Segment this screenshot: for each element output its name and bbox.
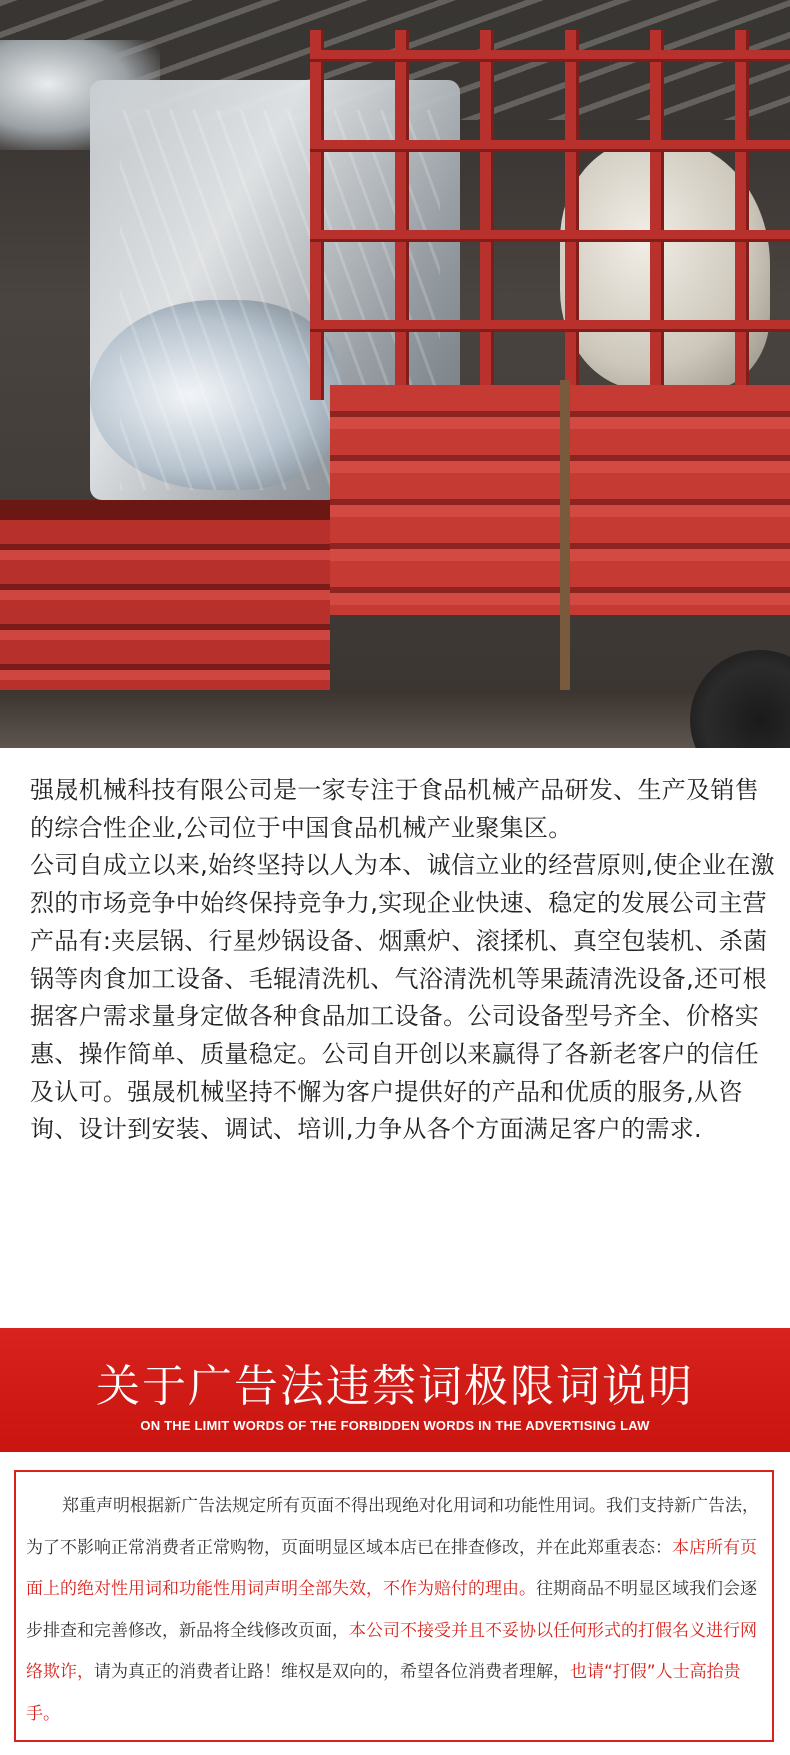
truck-wheel (690, 650, 790, 748)
truck-rack (310, 30, 790, 400)
company-intro (30, 772, 775, 1149)
intro-paragraph-1: 强晟机械科技有限公司是一家专注于食品机械产品研发、生产及销售的综合性企业,公司位于中国食品机械产业聚集区。 (30, 776, 759, 842)
banner-title: 关于广告法违禁词极限词说明 (96, 1361, 694, 1412)
notice-box (14, 1470, 774, 1742)
truck-front-panel (0, 520, 330, 710)
notice-seg-5: 请为真正的消费者让路！维权是双向的，希望各位消费者理解， (94, 1662, 570, 1682)
notice-text (26, 1486, 766, 1735)
intro-paragraph-2: 公司自成立以来,始终坚持以人为本、诚信立业的经营原则,使企业在激烈的市场竞争中始终保持竞争力,实现企业快速、稳定的发展公司主营产品有:夹层锅、行星炒锅设备、烟熏炉、滚揉机、真空包装机、杀菌锅等肉食加工设备、毛辊清洗机、气浴清洗机等果蔬清洗设备,还可根据客户需求量身定做各种食品加工设备。公司设备型号齐全、价格实惠、操作简单、质量稳定。公司自开创以来赢得了各新老客户的信任及认可。强晟机械坚持不懈为客户提供好的产品和优质的服务,从咨询、设计到安装、调试、培训,力争从各个方面满足客户的需求. (30, 851, 775, 1144)
notice-highlight-2: 本公司不接受并且不妥协以任何形式的打假名义进行网络欺诈， (26, 1620, 757, 1682)
notice-highlight-3: 也请“打假”人士高抬贵手。 (26, 1662, 741, 1724)
notice-highlight-1: 本店所有页面上的绝对性用词和功能性用词声明全部失效，不作为赔付的理由。 (26, 1537, 757, 1599)
notice-seg-1: 郑重声明根据新广告法规定所有页面不得出现绝对化用词和功能性用词。我们支持新广告法，为了不影响正常消费者正常购物，页面明显区域本店已在排查修改，并在此郑重表态： (26, 1496, 759, 1558)
notice-seg-3: 往期商品不明显区域我们会逐步排查和完善修改，新品将全线修改页面， (26, 1579, 757, 1641)
product-shipping-photo (0, 0, 790, 748)
ground (0, 690, 790, 748)
banner-subtitle: ON THE LIMIT WORDS OF THE FORBIDDEN WORDS IN THE ADVERTISING LAW (140, 1418, 650, 1433)
ad-law-banner (0, 1328, 790, 1452)
